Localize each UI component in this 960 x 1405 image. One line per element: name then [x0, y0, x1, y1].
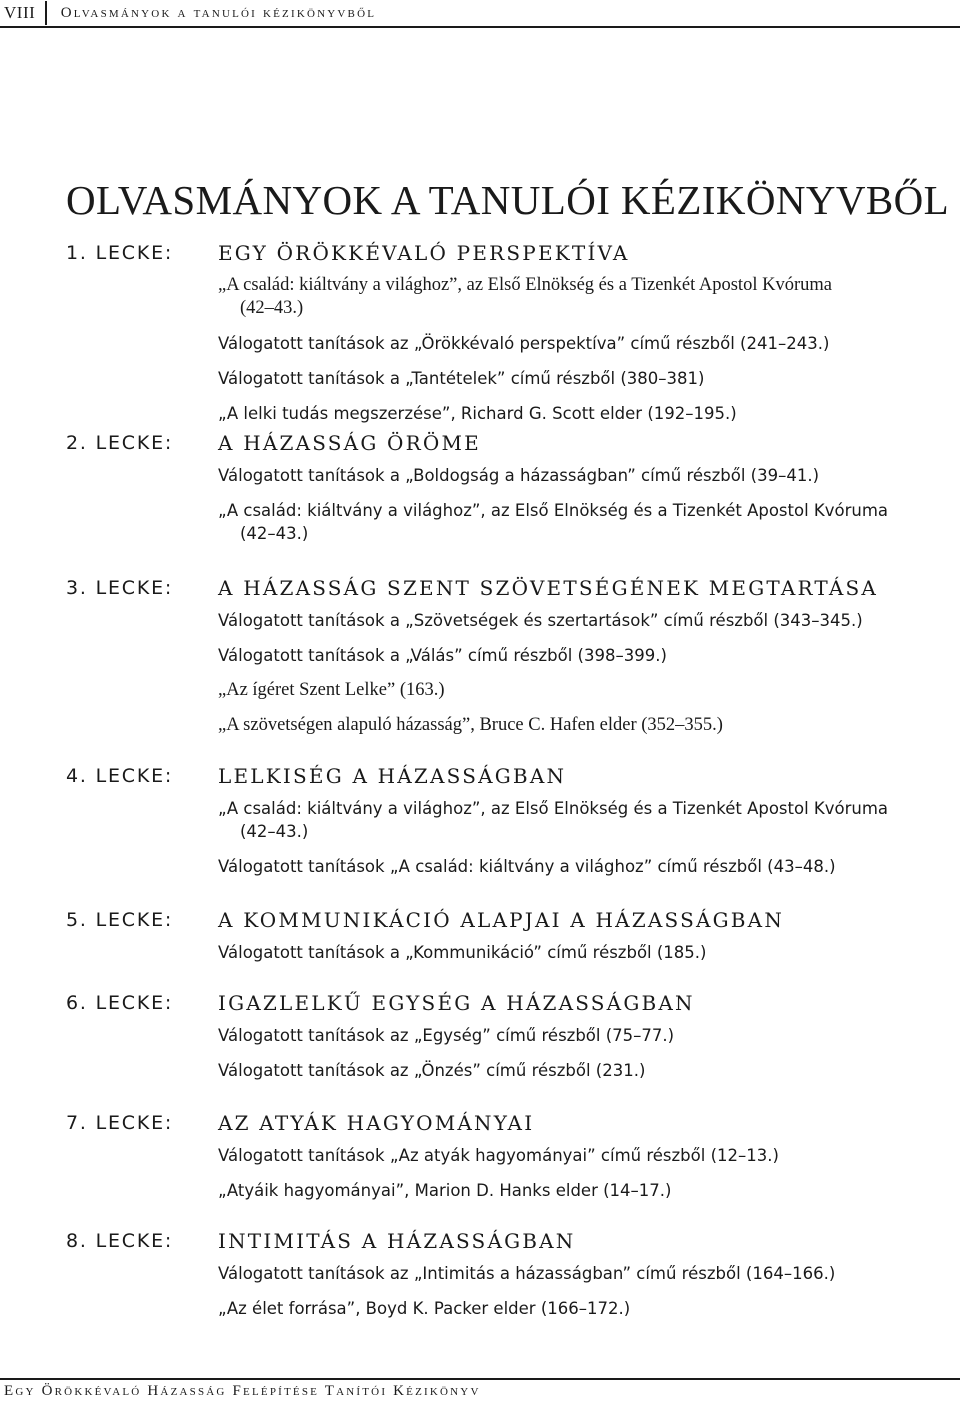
lesson-label: 8. LECKE: — [66, 1230, 174, 1252]
lesson-2 — [0, 428, 960, 573]
reading-item: Válogatott tanítások az „Önzés” című részből (231.) — [218, 1061, 646, 1080]
reading-list — [218, 941, 940, 964]
reading-item: Válogatott tanítások „A család: kiáltvány a világhoz” című részből (43–48.) — [218, 857, 836, 876]
lesson-label: 5. LECKE: — [66, 909, 174, 931]
page-header — [0, 0, 960, 26]
reading-list — [218, 274, 940, 425]
lesson-label: 3. LECKE: — [66, 577, 174, 599]
reading-item: Válogatott tanítások az „Intimitás a házasságban” című részből (164–166.) — [218, 1264, 836, 1283]
lesson-title: LELKISÉG A HÁZASSÁGBAN — [218, 764, 567, 788]
lesson-label: 6. LECKE: — [66, 992, 174, 1014]
header-rule — [0, 26, 960, 28]
reading-list — [218, 609, 940, 737]
reading-item: „Az ígéret Szent Lelke” (163.) — [218, 680, 445, 700]
lesson-label: 4. LECKE: — [66, 765, 174, 787]
lesson-8 — [0, 1226, 960, 1336]
lesson-title: INTIMITÁS A HÁZASSÁGBAN — [218, 1229, 576, 1253]
running-header-title: Olvasmányok a tanulói kézikönyvből — [60, 4, 377, 21]
reading-list — [218, 797, 940, 878]
page-number: VIII — [4, 3, 36, 22]
reading-item: „Az élet forrása”, Boyd K. Packer elder (166–172.) — [218, 1299, 631, 1318]
reading-item: „A szövetségen alapuló házasság”, Bruce C. Hafen elder (352–355.) — [218, 715, 723, 735]
reading-item: „A család: kiáltvány a világhoz”, az Első Elnökség és a Tizenkét Apostol Kvóruma (42–43.) — [218, 501, 889, 543]
lesson-title: AZ ATYÁK HAGYOMÁNYAI — [218, 1111, 535, 1135]
reading-item: Válogatott tanítások a „Tantételek” című részből (380–381) — [218, 369, 705, 388]
lesson-title: IGAZLELKŰ EGYSÉG A HÁZASSÁGBAN — [218, 991, 695, 1015]
reading-list — [218, 1262, 940, 1320]
lesson-7 — [0, 1108, 960, 1226]
reading-item: Válogatott tanítások a „Kommunikáció” című részből (185.) — [218, 943, 707, 962]
lesson-title: EGY ÖRÖKKÉVALÓ PERSPEKTÍVA — [218, 241, 630, 265]
lesson-6 — [0, 988, 960, 1108]
reading-item: „A lelki tudás megszerzése”, Richard G. Scott elder (192–195.) — [218, 404, 737, 423]
reading-item: Válogatott tanítások a „Boldogság a házasságban” című részből (39–41.) — [218, 466, 820, 485]
lesson-list — [0, 238, 960, 1336]
reading-item: „Atyáik hagyományai”, Marion D. Hanks elder (14–17.) — [218, 1181, 672, 1200]
lesson-label: 7. LECKE: — [66, 1112, 174, 1134]
header-divider — [45, 1, 47, 25]
lesson-title: A HÁZASSÁG SZENT SZÖVETSÉGÉNEK MEGTARTÁSA — [218, 576, 879, 600]
lesson-label: 1. LECKE: — [66, 242, 174, 264]
lesson-1 — [0, 238, 960, 428]
page-title: OLVASMÁNYOK A TANULÓI KÉZIKÖNYVBŐL — [66, 177, 950, 223]
reading-list — [218, 1144, 940, 1202]
reading-item: Válogatott tanítások „Az atyák hagyományai” című részből (12–13.) — [218, 1146, 779, 1165]
lesson-label: 2. LECKE: — [66, 432, 174, 454]
running-footer-title: Egy Örökkévaló Házasság Felépítése Tanítói Kézikönyv — [4, 1383, 481, 1399]
lesson-5 — [0, 905, 960, 988]
reading-item: Válogatott tanítások a „Válás” című részből (398–399.) — [218, 646, 667, 665]
lesson-title: A KOMMUNIKÁCIÓ ALAPJAI A HÁZASSÁGBAN — [218, 908, 785, 932]
reading-item: „A család: kiáltvány a világhoz”, az Első Elnökség és a Tizenkét Apostol Kvóruma (42–43.) — [218, 275, 832, 318]
reading-list — [218, 1024, 940, 1082]
reading-list — [218, 464, 940, 545]
reading-item: Válogatott tanítások az „Örökkévaló perspektíva” című részből (241–243.) — [218, 334, 830, 353]
reading-item: Válogatott tanítások a „Szövetségek és szertartások” című részből (343–345.) — [218, 611, 863, 630]
reading-item: „A család: kiáltvány a világhoz”, az Első Elnökség és a Tizenkét Apostol Kvóruma (42–43.) — [218, 799, 889, 841]
reading-item: Válogatott tanítások az „Egység” című részből (75–77.) — [218, 1026, 675, 1045]
lesson-3 — [0, 573, 960, 761]
lesson-4 — [0, 761, 960, 905]
footer-rule — [0, 1378, 960, 1380]
lesson-title: A HÁZASSÁG ÖRÖME — [218, 431, 481, 455]
